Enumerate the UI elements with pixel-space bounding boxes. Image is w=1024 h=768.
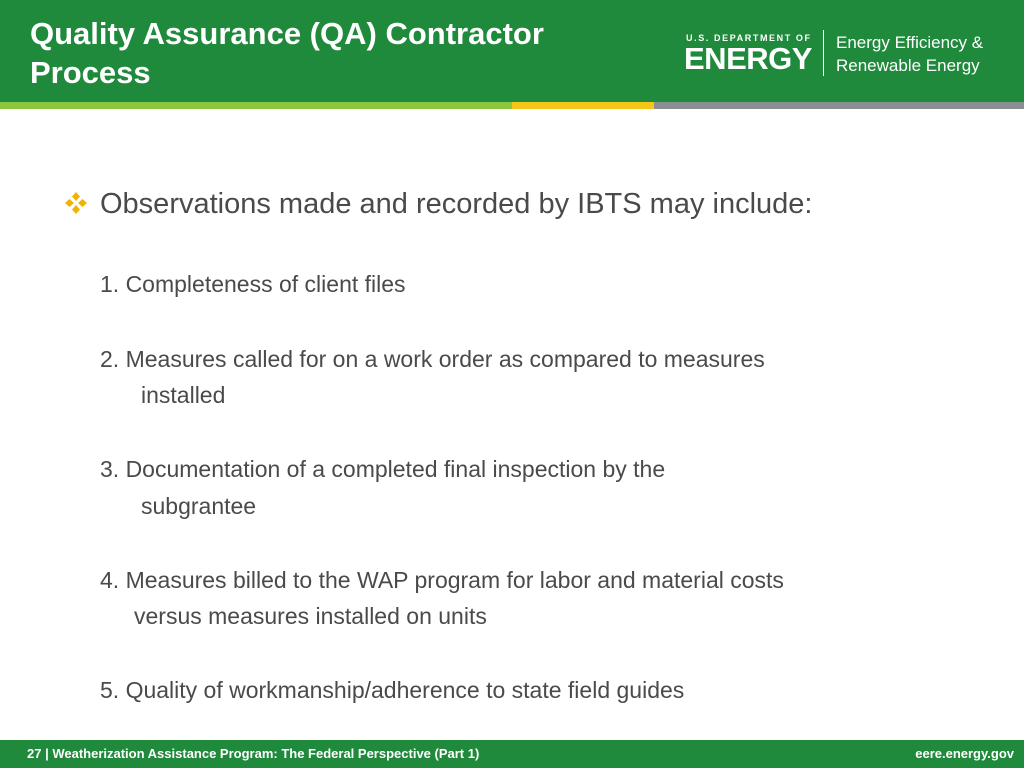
list-item-4-line-1: 4. Measures billed to the WAP program for labor and material costs <box>100 567 784 593</box>
footer-bar <box>0 740 1024 768</box>
list-item-2-line-1: 2. Measures called for on a work order as compared to measures <box>100 346 765 372</box>
list-item-4-line-2: versus measures installed on units <box>134 603 487 629</box>
list-item-3-line-2: subgrantee <box>141 493 257 519</box>
doe-logo-small-text: U.S. DEPARTMENT OF <box>686 33 812 43</box>
four-diamond-bullet-icon <box>64 191 88 215</box>
list-item-3-line-1: 3. Documentation of a completed final inspection by the <box>100 456 666 482</box>
accent-stripe-yellow <box>512 102 654 109</box>
slide-title <box>30 14 650 92</box>
footer-page-info: 27 | Weatherization Assistance Program: The Federal Perspective (Part 1) <box>27 746 480 761</box>
list-item-5-line-1: 5. Quality of workmanship/adherence to state field guides <box>100 677 685 703</box>
slide-title-line-2: Process <box>30 55 151 90</box>
list-item-2-line-2: installed <box>141 382 226 408</box>
header-bar <box>0 0 1024 102</box>
logo-divider <box>823 30 824 76</box>
eere-logo-line-1: Energy Efficiency & <box>836 33 984 52</box>
bullet-heading: Observations made and recorded by IBTS may include: <box>100 188 813 220</box>
accent-stripe-green <box>0 102 512 109</box>
doe-logo-energy-text: ENERGY <box>684 41 812 76</box>
eere-logo-line-2: Renewable Energy <box>836 56 980 75</box>
accent-stripe-gray <box>654 102 1024 109</box>
slide-title-line-1: Quality Assurance (QA) Contractor <box>30 16 544 51</box>
footer-website-link[interactable]: eere.energy.gov <box>915 746 1014 761</box>
list-item-1-line-1: 1. Completeness of client files <box>100 271 406 297</box>
